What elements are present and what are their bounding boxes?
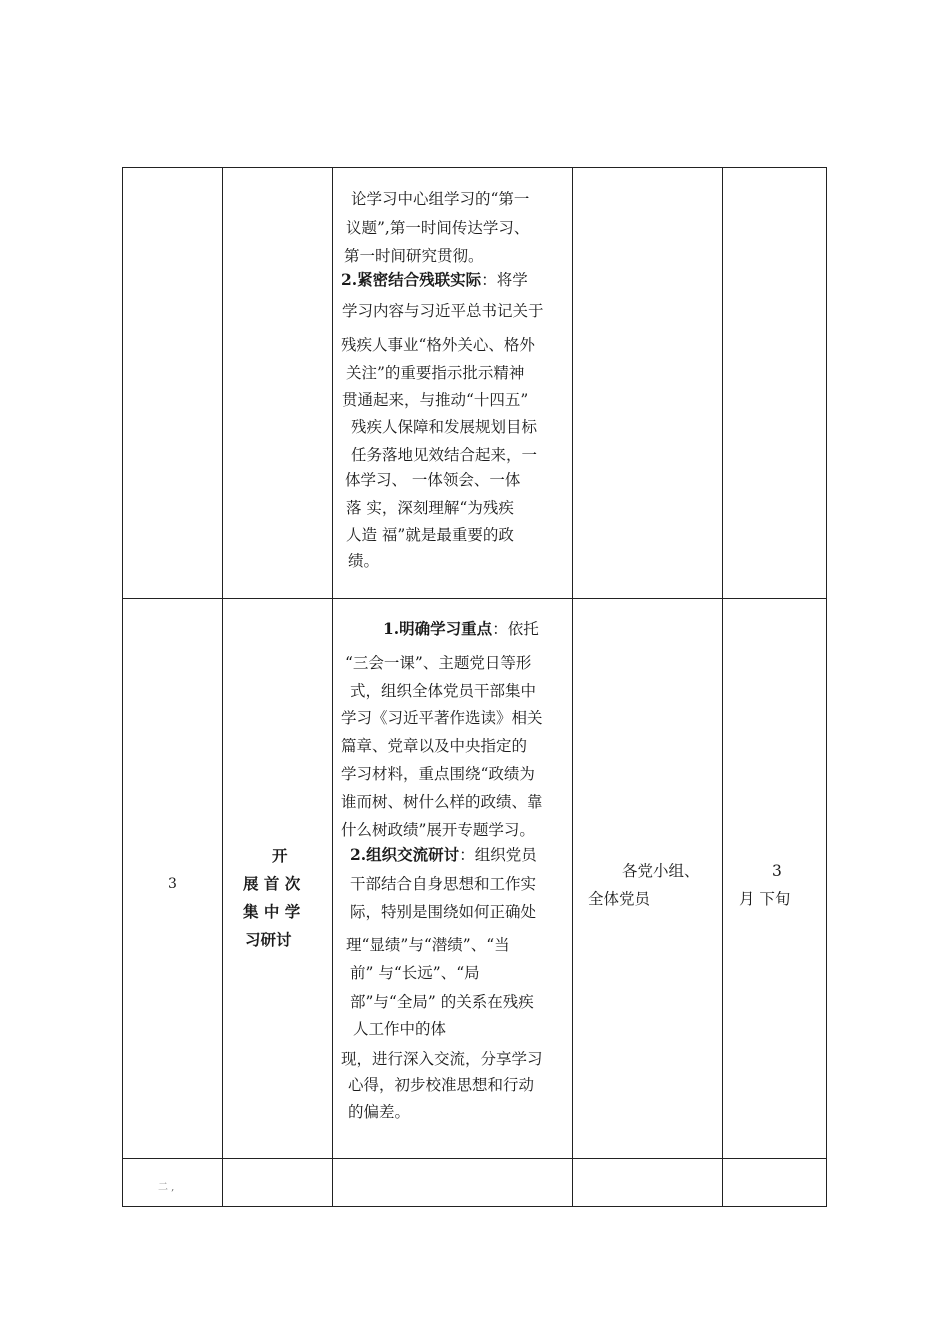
content-line: 人造 福”就是最重要的政 [346,526,514,544]
item-2-heading [341,270,528,290]
table-col-rule-3 [572,167,573,1207]
item-1-title: 1.明确学习重点 [383,619,493,638]
content-line: 式，组织全体党员干部集中 [350,682,537,700]
item-2-lead: ：将学 [481,271,528,289]
content-line: 贯通起来，与推动“十四五” [342,391,529,409]
item-2-lead: ：组织党员 [459,846,537,864]
table-col-rule-1 [222,167,223,1207]
participants-line: 各党小组、 [622,862,700,880]
item-2-heading [350,845,537,865]
content-line: 残疾人事业“格外关心、格外 [341,336,535,354]
table-col-rule-5 [826,167,827,1207]
table-col-rule-0 [122,167,123,1207]
table-col-rule-2 [332,167,333,1207]
content-line: 现，进行深入交流，分享学习 [341,1050,543,1068]
item-2-title: 2.组织交流研讨 [350,845,460,864]
content-line: 的偏差。 [348,1103,411,1121]
content-line: 绩。 [348,552,380,570]
content-line: 学习内容与习近平总书记关于 [342,302,544,320]
content-line: 学习《习近平著作选读》相关 [341,709,543,727]
content-line: “三会一课”、主题党日等形 [345,654,532,672]
time-line: 3 [772,862,782,880]
row-number: 3 [168,876,177,892]
content-line: 体学习、 一体领会、一体 [345,471,521,489]
content-line: 心得，初步校准思想和行动 [348,1076,535,1094]
title-line: 习研讨 [245,930,292,949]
item-1-lead: ：依托 [492,620,539,638]
content-line: 篇章、党章以及中央指定的 [341,737,528,755]
item-1-heading [383,619,539,639]
table-col-rule-4 [722,167,723,1207]
time-line: 月 下旬 [739,890,791,908]
content-line: 什么树政绩”展开专题学习。 [341,821,535,839]
item-2-title: 2.紧密结合残联实际 [341,270,482,289]
content-line: 议题”,第一时间传达学习、 [346,219,530,237]
content-line: 际，特别是围绕如何正确处 [350,903,537,921]
content-line: 干部结合自身思想和工作实 [350,875,537,893]
title-line: 集 中 学 [243,902,301,921]
content-line: 残疾人保障和发展规划目标 [351,418,538,436]
content-line: 任务落地见效结合起来，一 [351,446,538,464]
content-line: 部”与“全局” 的关系在残疾 [350,993,534,1011]
content-line: 学习材料，重点围绕“政绩为 [341,765,535,783]
plan-table [122,167,827,1207]
content-line: 前” 与“长远”、“局 [350,964,480,982]
title-line: 展 首 次 [243,874,301,893]
title-line: 开 [272,846,288,865]
participants-line: 全体党员 [588,890,651,908]
content-line: 人工作中的体 [353,1020,447,1038]
content-line: 关注”的重要指示批示精神 [346,364,525,382]
content-line: 落 实，深刻理解“为残疾 [346,499,514,517]
content-line: 第一时间研究贯彻。 [344,247,484,265]
row-last-marks: 二 , [158,1182,175,1193]
content-line: 谁而树、树什么样的政绩、靠 [341,793,543,811]
content-line: 理“显绩”与“潜绩”、“当 [346,936,510,954]
content-line: 论学习中心组学习的“第一 [351,190,530,208]
